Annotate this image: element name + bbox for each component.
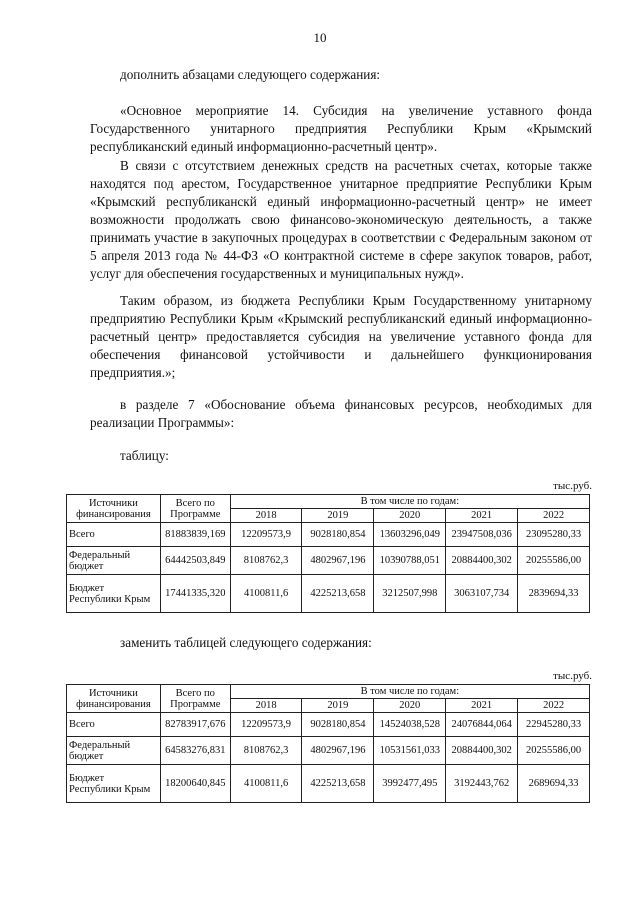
row-value: 22945280,33 [518, 713, 590, 737]
row-value: 9028180,854 [302, 713, 374, 737]
row-total: 64442503,849 [160, 547, 230, 575]
row-value: 10531561,033 [374, 737, 446, 765]
row-value: 3992477,495 [374, 765, 446, 803]
row-total: 18200640,845 [160, 765, 230, 803]
header-year: 2018 [230, 509, 302, 523]
row-source: Федеральный бюджет [67, 547, 161, 575]
paragraph-main-measure: «Основное мероприятие 14. Субсидия на увеличение уставного фонда Государственного унитарного предприятия Республики Крым «Крымский республиканский единый информационно-расчетный центр». [90, 103, 592, 154]
header-year: 2018 [230, 699, 302, 713]
header-by-years: В том числе по годам: [230, 495, 589, 509]
page-number: 10 [313, 30, 327, 45]
paragraph-justification: В связи с отсутствием денежных средств на расчетных счетах, которые также находятся под арестом, Государственное унитарное предприятие Республики Крым «Крымский республиканскй единый информационно-расчетный центр» не имеет возможности продолжать свою финансово-экономическую деятельность, а также принимать участие в закупочных процедурах в соответствии с Федеральным законом от 5 апреля 2013 года № 44-ФЗ «О контрактной системе в сфере закупок товаров, работ, услуг для обеспечения государственных и муниципальных нужд». [90, 158, 592, 281]
row-value: 2839694,33 [518, 575, 590, 613]
paragraph-table-label: таблицу: [120, 448, 169, 463]
header-by-years: В том числе по годам: [230, 685, 589, 699]
paragraph-replace-label: заменить таблицей следующего содержания: [120, 635, 372, 650]
row-value: 10390788,051 [374, 547, 446, 575]
row-value: 24076844,064 [446, 713, 518, 737]
row-value: 3212507,998 [374, 575, 446, 613]
paragraph-conclusion: Таким образом, из бюджета Республики Крым Государственному унитарному предприятию Республики Крым «Крымский республиканский единый информационно-расчетный центр» предоставляется субсидия на увеличение уставного фонда для обеспечения финансовой устойчивости и дальнейшего функционирования предприятия.»; [90, 293, 592, 380]
row-total: 81883839,169 [160, 523, 230, 547]
row-value: 9028180,854 [302, 523, 374, 547]
header-year: 2022 [518, 509, 590, 523]
row-value: 3192443,762 [446, 765, 518, 803]
header-source: Источники финансирования [67, 495, 161, 523]
row-value: 20255586,00 [518, 547, 590, 575]
financing-table-old [66, 494, 590, 613]
row-total: 64583276,831 [160, 737, 230, 765]
table-row [67, 575, 590, 613]
row-source: Всего [67, 713, 161, 737]
row-value: 4100811,6 [230, 765, 302, 803]
header-year: 2021 [446, 509, 518, 523]
row-value: 23095280,33 [518, 523, 590, 547]
row-value: 4225213,658 [302, 575, 374, 613]
header-total: Всего по Программе [160, 495, 230, 523]
row-source: Бюджет Республики Крым [67, 575, 161, 613]
row-value: 4100811,6 [230, 575, 302, 613]
unit-label-new: тыс.руб. [553, 670, 592, 682]
unit-label-old: тыс.руб. [553, 480, 592, 492]
row-source: Бюджет Республики Крым [67, 765, 161, 803]
row-source: Всего [67, 523, 161, 547]
row-value: 2689694,33 [518, 765, 590, 803]
table-row [67, 547, 590, 575]
row-value: 14524038,528 [374, 713, 446, 737]
row-value: 8108762,3 [230, 547, 302, 575]
header-year: 2022 [518, 699, 590, 713]
header-source: Источники финансирования [67, 685, 161, 713]
table-row [67, 737, 590, 765]
row-value: 20884400,302 [446, 547, 518, 575]
row-total: 82783917,676 [160, 713, 230, 737]
intro-text: дополнить абзацами следующего содержания: [120, 67, 381, 82]
header-year: 2021 [446, 699, 518, 713]
row-value: 8108762,3 [230, 737, 302, 765]
row-value: 12209573,9 [230, 523, 302, 547]
row-value: 20255586,00 [518, 737, 590, 765]
header-year: 2020 [374, 699, 446, 713]
row-source: Федеральный бюджет [67, 737, 161, 765]
row-value: 13603296,049 [374, 523, 446, 547]
header-year: 2020 [374, 509, 446, 523]
financing-table-new [66, 684, 590, 803]
table-row [67, 713, 590, 737]
row-value: 3063107,734 [446, 575, 518, 613]
header-total: Всего по Программе [160, 685, 230, 713]
paragraph-section7: в разделе 7 «Обоснование объема финансовых ресурсов, необходимых для реализации Программы»: [90, 397, 592, 430]
table-row [67, 765, 590, 803]
table-row [67, 523, 590, 547]
header-year: 2019 [302, 509, 374, 523]
row-value: 23947508,036 [446, 523, 518, 547]
row-value: 4225213,658 [302, 765, 374, 803]
row-value: 12209573,9 [230, 713, 302, 737]
row-value: 4802967,196 [302, 547, 374, 575]
row-value: 20884400,302 [446, 737, 518, 765]
header-year: 2019 [302, 699, 374, 713]
row-value: 4802967,196 [302, 737, 374, 765]
row-total: 17441335,320 [160, 575, 230, 613]
